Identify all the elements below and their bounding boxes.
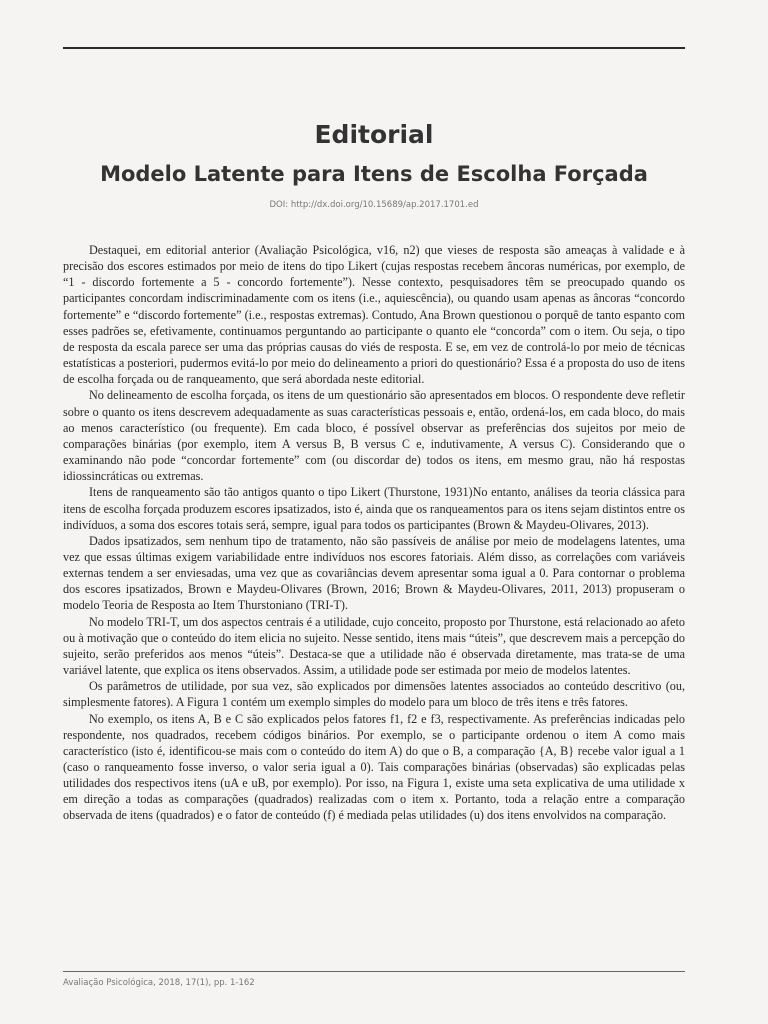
article-title: Modelo Latente para Itens de Escolha Forçada	[100, 162, 648, 186]
page-footer: Avaliação Psicológica, 2018, 17(1), pp. 1-162	[63, 978, 255, 988]
paragraph-7: No exemplo, os itens A, B e C são explicados pelos fatores f1, f2 e f3, respectivamente. As preferências indicadas pelo respondente, nos quadrados, recebem códigos binários. Por exemplo, se o participante ordenou o item A como mais característico (isto é, identificou-se mais com o conteúdo do item A) do que o B, a comparação {A, B} recebe valor igual a 1 (caso o ranqueamento fosse inverso, o valor seria igual a 0). Tais comparações binárias (observadas) são explicadas pelas utilidades dos respectivos itens (uA e uB, por exemplo). Por isso, na Figura 1, existe uma seta explicativa de uma utilidade x em direção a todas as comparações (quadrados) realizadas com o item x. Portanto, toda a relação entre a comparação observada de itens (quadrados) e o fator de conteúdo (f) é mediada pelas utilidades (u) dos itens envolvidos na comparação.	[63, 711, 685, 823]
paragraph-3: Itens de ranqueamento são tão antigos quanto o tipo Likert (Thurstone, 1931)No entanto, análises da teoria clássica para itens de escolha forçada produzem escores ipsatizados, isto é, ainda que os ranqueamentos para os itens sejam distintos entre os indivíduos, a soma dos escores totais será, sempre, igual para todos os participantes (Brown & Maydeu-Olivares, 2013).	[63, 485, 685, 532]
paragraph-2: No delineamento de escolha forçada, os itens de um questionário são apresentados em blocos. O respondente deve refletir sobre o quanto os itens descrevem adequadamente as suas características pessoais e, então, ordená-los, em cada bloco, do mais ao menos característico (ou frequente). Em cada bloco, é possível observar as preferências dos sujeitos por meio de comparações binárias (por exemplo, item A versus B, B versus C e, indutivamente, A versus C). Considerando que o examinando não pode “concordar fortemente” com (ou discordar de) todos os itens, em mesmo grau, não há respostas idiossincráticas ou extremas.	[63, 388, 685, 484]
paragraph-6: Os parâmetros de utilidade, por sua vez, são explicados por dimensões latentes associados ao conteúdo descritivo (ou, simplesmente fatores). A Figura 1 contém um exemplo simples do modelo para um bloco de três itens e três fatores.	[63, 679, 685, 710]
section-heading: Editorial	[314, 120, 434, 149]
doi-link[interactable]: DOI: http://dx.doi.org/10.15689/ap.2017.1701.ed	[269, 200, 479, 210]
article-body	[63, 242, 685, 824]
paragraph-1: Destaquei, em editorial anterior (Avaliação Psicológica, v16, n2) que vieses de resposta são ameaças à validade e à precisão dos escores estimados por meio de itens do tipo Likert (cujas respostas recebem âncoras numéricas, por exemplo, de “1 - discordo fortemente a 5 - concordo fortemente”). Nesse contexto, pesquisadores têm se preocupado quando os participantes concordam indiscriminadamente com os itens (i.e., aquiescência), ou quando usam apenas as âncoras “concordo fortemente” e “discordo fortemente” (i.e., respostas extremas). Contudo, Ana Brown questionou o porquê de tanto espanto com esses padrões se, efetivamente, continuamos perguntando ao participante o quanto ele “concorda” com o item. Ou seja, o tipo de resposta da escala parece ser uma das próprias causas do viés de resposta. E se, em vez de controlá-lo por meio de técnicas estatísticas a posteriori, pudermos evitá-lo por meio do delineamento a priori do questionário? Essa é a proposta do uso de itens de escolha forçada ou de ranqueamento, que será abordada neste editorial.	[63, 243, 685, 387]
paragraph-5: No modelo TRI-T, um dos aspectos centrais é a utilidade, cujo conceito, proposto por Thurstone, está relacionado ao afeto ou à motivação que o conteúdo do item elicia no sujeito. Nesse sentido, itens mais “úteis”, que descrevem mais a percepção do sujeito, serão preferidos aos menos “úteis”. Destaca-se que a utilidade não é observada diretamente, mas trata-se de uma variável latente, que explica os itens observados. Assim, a utilidade pode ser estimada por meio de modelos latentes.	[63, 614, 685, 678]
top-rule	[63, 47, 685, 49]
bottom-rule	[63, 971, 685, 972]
paragraph-4: Dados ipsatizados, sem nenhum tipo de tratamento, não são passíveis de análise por meio de modelagens latentes, uma vez que essas últimas exigem variabilidade entre indivíduos nos escores fatoriais. Além disso, as correlações com variáveis externas tendem a ser enviesadas, uma vez que as covariâncias devem apresentar soma igual a 0. Para contornar o problema dos escores ipsatizados, Brown e Maydeu-Olivares (Brown, 2016; Brown & Maydeu-Olivares, 2011, 2013) propuseram o modelo Teoria de Resposta ao Item Thurstoniano (TRI-T).	[63, 533, 685, 613]
